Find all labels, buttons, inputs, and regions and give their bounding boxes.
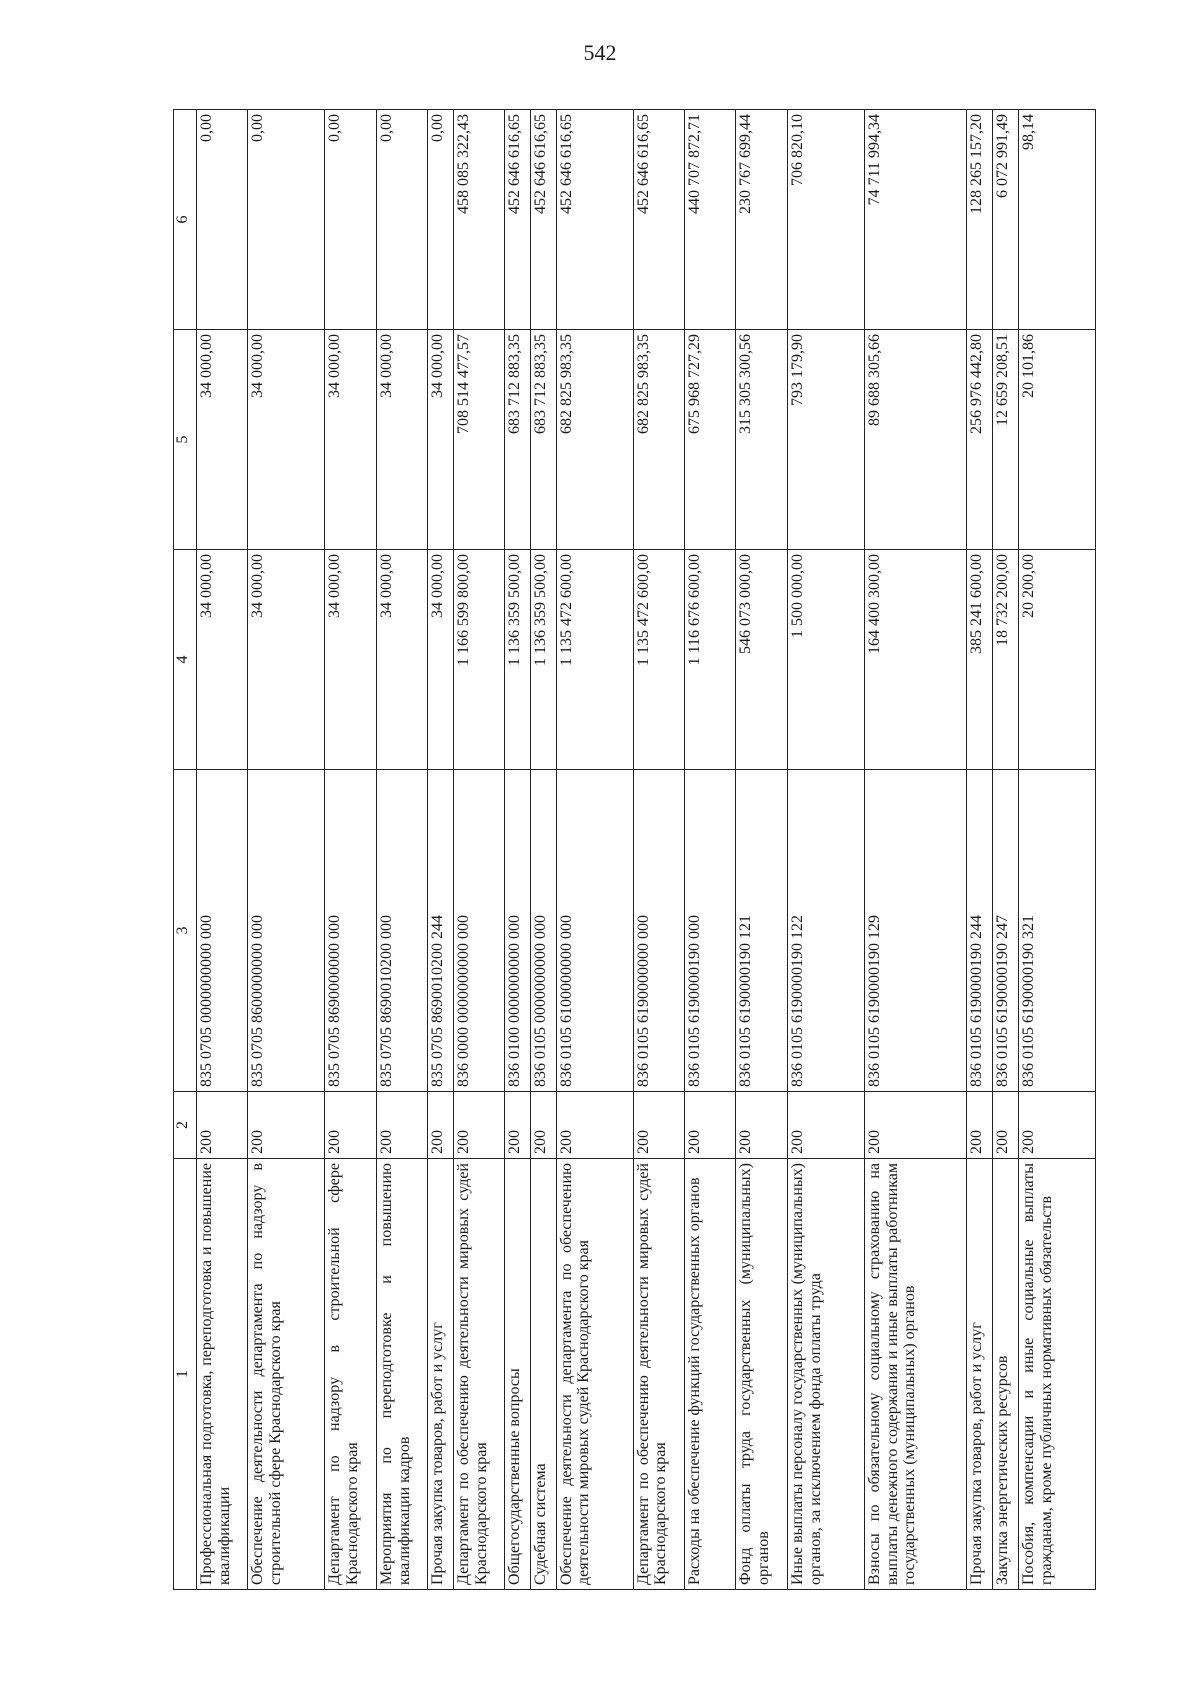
row-name: Пособия, компенсации и иные социальные выплаты гражданам, кроме публичных нормативных обязательств: [1018, 1159, 1095, 1590]
row-unexecuted: 6 072 991,49: [993, 110, 1019, 330]
row-code: 200: [197, 1092, 248, 1159]
row-name: Обеспечение деятельности департамента по надзору в строительной сфере Краснодарского края: [248, 1159, 325, 1590]
row-unexecuted: 230 767 699,44: [736, 110, 787, 330]
row-approved: 1 500 000,00: [787, 550, 864, 770]
row-approved: 164 400 300,00: [864, 550, 967, 770]
row-unexecuted: 0,00: [376, 110, 427, 330]
column-header-2: 2: [174, 1092, 197, 1159]
column-header-3: 3: [174, 770, 197, 1092]
row-code: 200: [684, 1092, 735, 1159]
table-row: [505, 110, 531, 1590]
table-row: [428, 110, 454, 1590]
page-number: 542: [583, 40, 617, 65]
row-unexecuted: 452 646 616,65: [633, 110, 684, 330]
row-approved: 1 136 359 500,00: [505, 550, 531, 770]
row-budget-code: 835 0705 8600000000 000: [248, 770, 325, 1092]
column-header-4: 4: [174, 550, 197, 770]
row-code: 200: [967, 1092, 993, 1159]
row-code: 200: [248, 1092, 325, 1159]
row-unexecuted: 706 820,10: [787, 110, 864, 330]
row-code: 200: [428, 1092, 454, 1159]
row-budget-code: 836 0105 6190000190 129: [864, 770, 967, 1092]
row-executed: 315 305 300,56: [736, 330, 787, 550]
row-budget-code: 836 0105 0000000000 000: [530, 770, 556, 1092]
row-executed: 683 712 883,35: [505, 330, 531, 550]
row-name: Профессиональная подготовка, переподготовка и повышение квалификации: [197, 1159, 248, 1590]
column-header-1: 1: [174, 1159, 197, 1590]
row-unexecuted: 440 707 872,71: [684, 110, 735, 330]
table-row: [633, 110, 684, 1590]
row-budget-code: 835 0705 8690000000 000: [325, 770, 376, 1092]
row-budget-code: 836 0105 6190000190 000: [684, 770, 735, 1092]
table-row: [530, 110, 556, 1590]
row-executed: 682 825 983,35: [556, 330, 633, 550]
row-name: Расходы на обеспечение функций государственных органов: [684, 1159, 735, 1590]
table-row: [736, 110, 787, 1590]
row-executed: 34 000,00: [428, 330, 454, 550]
row-unexecuted: 0,00: [325, 110, 376, 330]
row-name: Департамент по надзору в строительной сфере Краснодарского края: [325, 1159, 376, 1590]
row-code: 200: [787, 1092, 864, 1159]
row-approved: 34 000,00: [428, 550, 454, 770]
row-name: Обеспечение деятельности департамента по обеспечению деятельности мировых судей Краснодарского края: [556, 1159, 633, 1590]
table-row: [556, 110, 633, 1590]
row-approved: 18 732 200,00: [993, 550, 1019, 770]
row-budget-code: 836 0105 6190000190 121: [736, 770, 787, 1092]
row-code: 200: [505, 1092, 531, 1159]
table-body: [197, 110, 1096, 1590]
table-row: [993, 110, 1019, 1590]
row-executed: 34 000,00: [325, 330, 376, 550]
row-approved: 546 073 000,00: [736, 550, 787, 770]
row-unexecuted: 98,14: [1018, 110, 1095, 330]
row-code: 200: [736, 1092, 787, 1159]
row-approved: 34 000,00: [376, 550, 427, 770]
row-name: Взносы по обязательному социальному страхованию на выплаты денежного содержания и иные выплаты работникам государственных (муниципальных) органов: [864, 1159, 967, 1590]
row-approved: 1 116 676 600,00: [684, 550, 735, 770]
table-row: [684, 110, 735, 1590]
row-name: Прочая закупка товаров, работ и услуг: [967, 1159, 993, 1590]
row-unexecuted: 452 646 616,65: [556, 110, 633, 330]
row-approved: 1 135 472 600,00: [556, 550, 633, 770]
row-approved: 34 000,00: [197, 550, 248, 770]
row-budget-code: 836 0105 6190000190 122: [787, 770, 864, 1092]
row-executed: 256 976 442,80: [967, 330, 993, 550]
row-name: Департамент по обеспечению деятельности мировых судей Краснодарского края: [633, 1159, 684, 1590]
row-name: Департамент по обеспечению деятельности мировых судей Краснодарского края: [453, 1159, 504, 1590]
row-executed: 683 712 883,35: [530, 330, 556, 550]
table-row: [1018, 110, 1095, 1590]
rotated-table-container: [173, 110, 1096, 1590]
row-unexecuted: 452 646 616,65: [530, 110, 556, 330]
header-row: [174, 110, 197, 1590]
row-budget-code: 836 0105 6100000000 000: [556, 770, 633, 1092]
row-name: Иные выплаты персоналу государственных (муниципальных) органов, за исключением фонда оплаты труда: [787, 1159, 864, 1590]
row-name: Мероприятия по переподготовке и повышению квалификации кадров: [376, 1159, 427, 1590]
row-approved: 34 000,00: [325, 550, 376, 770]
column-header-5: 5: [174, 330, 197, 550]
row-code: 200: [993, 1092, 1019, 1159]
row-approved: 20 200,00: [1018, 550, 1095, 770]
row-budget-code: 836 0105 6190000190 244: [967, 770, 993, 1092]
row-executed: 12 659 208,51: [993, 330, 1019, 550]
row-name: Фонд оплаты труда государственных (муниципальных) органов: [736, 1159, 787, 1590]
row-executed: 20 101,86: [1018, 330, 1095, 550]
row-unexecuted: 0,00: [197, 110, 248, 330]
row-code: 200: [864, 1092, 967, 1159]
row-unexecuted: 0,00: [248, 110, 325, 330]
table-row: [325, 110, 376, 1590]
row-name: Судебная система: [530, 1159, 556, 1590]
row-budget-code: 835 0705 8690010200 244: [428, 770, 454, 1092]
column-header-6: 6: [174, 110, 197, 330]
row-approved: 34 000,00: [248, 550, 325, 770]
row-unexecuted: 128 265 157,20: [967, 110, 993, 330]
row-executed: 34 000,00: [248, 330, 325, 550]
row-unexecuted: 458 085 322,43: [453, 110, 504, 330]
row-code: 200: [633, 1092, 684, 1159]
row-name: Прочая закупка товаров, работ и услуг: [428, 1159, 454, 1590]
table-row: [967, 110, 993, 1590]
row-code: 200: [530, 1092, 556, 1159]
row-budget-code: 835 0705 8690010200 000: [376, 770, 427, 1092]
row-budget-code: 836 0105 6190000190 321: [1018, 770, 1095, 1092]
row-code: 200: [1018, 1092, 1095, 1159]
row-executed: 675 968 727,29: [684, 330, 735, 550]
table-row: [376, 110, 427, 1590]
row-executed: 682 825 983,35: [633, 330, 684, 550]
row-budget-code: 836 0000 0000000000 000: [453, 770, 504, 1092]
row-name: Общегосударственные вопросы: [505, 1159, 531, 1590]
table-row: [197, 110, 248, 1590]
row-name: Закупка энергетических ресурсов: [993, 1159, 1019, 1590]
budget-table: [173, 109, 1096, 1590]
table-row: [453, 110, 504, 1590]
row-approved: 1 135 472 600,00: [633, 550, 684, 770]
row-approved: 1 166 599 800,00: [453, 550, 504, 770]
row-executed: 34 000,00: [197, 330, 248, 550]
row-code: 200: [453, 1092, 504, 1159]
row-budget-code: 836 0100 0000000000 000: [505, 770, 531, 1092]
row-budget-code: 835 0705 0000000000 000: [197, 770, 248, 1092]
row-code: 200: [556, 1092, 633, 1159]
row-approved: 1 136 359 500,00: [530, 550, 556, 770]
table-row: [248, 110, 325, 1590]
row-executed: 708 514 477,57: [453, 330, 504, 550]
row-executed: 34 000,00: [376, 330, 427, 550]
row-unexecuted: 0,00: [428, 110, 454, 330]
row-executed: 89 688 305,66: [864, 330, 967, 550]
row-code: 200: [325, 1092, 376, 1159]
table-row: [787, 110, 864, 1590]
row-approved: 385 241 600,00: [967, 550, 993, 770]
row-budget-code: 836 0105 6190000000 000: [633, 770, 684, 1092]
row-code: 200: [376, 1092, 427, 1159]
row-unexecuted: 452 646 616,65: [505, 110, 531, 330]
row-executed: 793 179,90: [787, 330, 864, 550]
row-budget-code: 836 0105 6190000190 247: [993, 770, 1019, 1092]
table-row: [864, 110, 967, 1590]
row-unexecuted: 74 711 994,34: [864, 110, 967, 330]
